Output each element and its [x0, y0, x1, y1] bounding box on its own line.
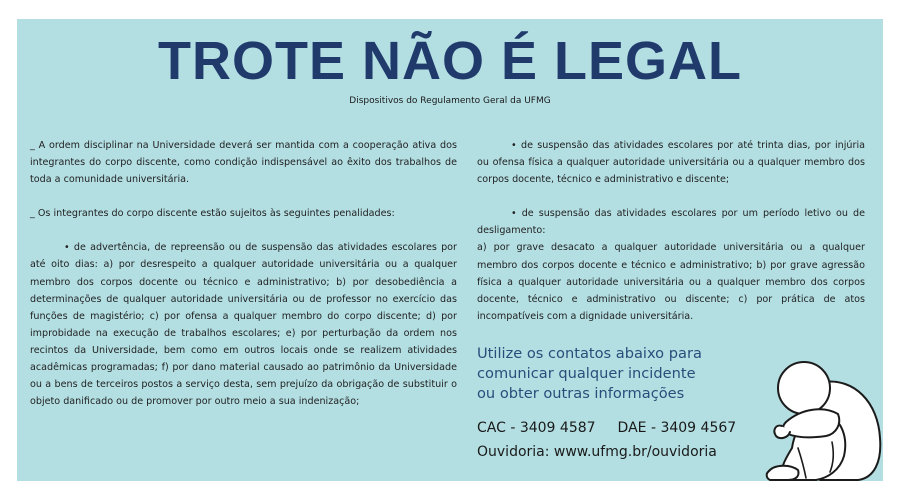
contact-call-to-action	[477, 344, 777, 404]
phone-line	[477, 416, 736, 440]
page-subtitle: Dispositivos do Regulamento Geral da UFMG	[349, 96, 551, 106]
ouvidoria-link: Ouvidoria: www.ufmg.br/ouvidoria	[477, 444, 717, 460]
page-title: TROTE NÃO É LEGAL	[158, 31, 742, 91]
contacts-block	[477, 416, 736, 464]
cta-line-2: comunicar qualquer incidente	[477, 365, 696, 382]
cta-line-1: Utilize os contatos abaixo para	[477, 345, 702, 362]
paragraph-penalty-warning: • de advertência, de repreensão ou de suspensão das atividades escolares por até oito dias: a) por desrespeito a qualquer autoridade universitária ou a qualquer membro dos corpos docente ou técnico e administrativo; b) por desobediência a determinações de qualquer autoridade universitária ou de professor no exercício das funções de magistério; c) por ofensa a qualquer membro do corpo discente; d) por improbidade na execução de trabalhos escolares; e) por perturbação da ordem nos recintos da Universidade, bem como em outros locais onde se realizem atividades acadêmicas programadas; f) por dano material causado ao patrimônio da Universidade ou a bens de terceiros postos a serviço desta, sem prejuízo da obrigação de substituir o objeto danificado ou de promover por outro meio a sua indenização;	[30, 242, 457, 408]
sad-person-illustration-icon	[762, 352, 883, 481]
cac-phone: CAC - 3409 4587	[477, 420, 596, 436]
poster-panel	[17, 19, 883, 481]
right-column	[477, 137, 865, 325]
paragraph-penalty-suspension-term: • de suspensão das atividades escolares por um período letivo ou de desligamento:	[477, 208, 865, 237]
paragraph-penalties-intro: _ Os integrantes do corpo discente estão sujeitos às seguintes penalidades:	[30, 208, 395, 220]
dae-phone: DAE - 3409 4567	[617, 420, 737, 436]
paragraph-penalty-suspension-30: • de suspensão das atividades escolares por até trinta dias, por injúria ou ofensa física a qualquer autoridade universitária ou a qualquer membro dos corpos docente, técnico e administrativo e discente;	[477, 140, 865, 186]
paragraph-discipline: _ A ordem disciplinar na Universidade deverá ser mantida com a cooperação ativa dos integrantes do corpo discente, como condição indispensável ao êxito dos trabalhos de toda a comunidade universitária.	[30, 140, 457, 186]
left-column	[30, 137, 457, 410]
paragraph-penalty-items: a) por grave desacato a qualquer autoridade universitária ou a qualquer membro dos corpos docente e técnico e administrativo; b) por grave agressão física a qualquer autoridade universitária ou a qualquer membro dos corpos docente, técnico e administrativo ou discente; c) por prática de atos incompatíveis com a dignidade universitária.	[477, 242, 865, 322]
cta-line-3: ou obter outras informações	[477, 385, 685, 402]
